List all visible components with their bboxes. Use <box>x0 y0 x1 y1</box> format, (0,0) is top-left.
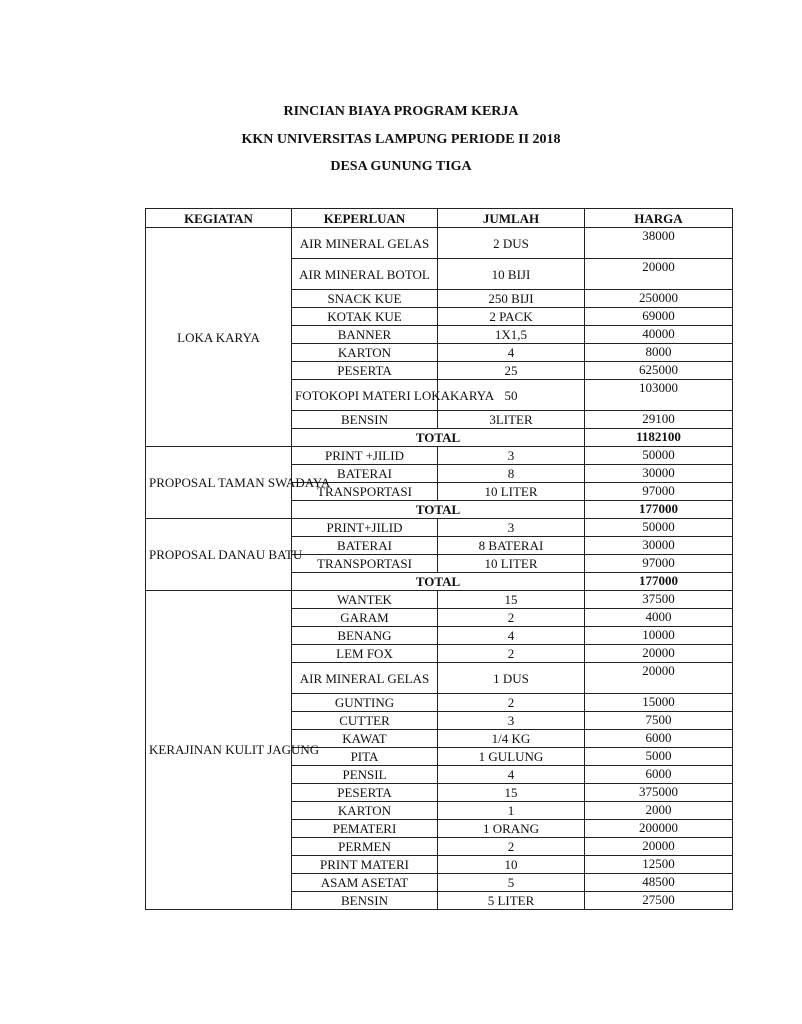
kegiatan-cell: KERAJINAN KULIT JAGUNG <box>146 591 292 910</box>
keperluan-cell: SNACK KUE <box>292 290 438 308</box>
jumlah-cell: 25 <box>438 362 585 380</box>
harga-cell: 200000 <box>585 820 733 838</box>
harga-cell: 375000 <box>585 784 733 802</box>
jumlah-cell: 2 DUS <box>438 228 585 259</box>
keperluan-cell: BANNER <box>292 326 438 344</box>
harga-cell: 625000 <box>585 362 733 380</box>
jumlah-cell: 3 <box>438 712 585 730</box>
keperluan-cell: PERMEN <box>292 838 438 856</box>
keperluan-cell: PRINT+JILID <box>292 519 438 537</box>
harga-cell: 250000 <box>585 290 733 308</box>
table-row <box>146 228 733 259</box>
harga-cell: 50000 <box>585 447 733 465</box>
keperluan-cell: GUNTING <box>292 694 438 712</box>
harga-cell: 37500 <box>585 591 733 609</box>
harga-cell: 8000 <box>585 344 733 362</box>
title-line-3: DESA GUNUNG TIGA <box>330 159 472 174</box>
harga-cell: 27500 <box>585 892 733 910</box>
jumlah-cell: 1 DUS <box>438 663 585 694</box>
jumlah-cell: 1 GULUNG <box>438 748 585 766</box>
keperluan-cell: KAWAT <box>292 730 438 748</box>
keperluan-cell: BATERAI <box>292 465 438 483</box>
keperluan-cell: AIR MINERAL GELAS <box>292 228 438 259</box>
jumlah-cell: 50 <box>438 380 585 411</box>
total-value: 177000 <box>585 501 733 519</box>
keperluan-cell: BATERAI <box>292 537 438 555</box>
header-harga: HARGA <box>585 209 733 228</box>
budget-table <box>145 208 733 910</box>
keperluan-cell: WANTEK <box>292 591 438 609</box>
table-header-row <box>146 209 733 228</box>
keperluan-cell: CUTTER <box>292 712 438 730</box>
jumlah-cell: 2 <box>438 609 585 627</box>
jumlah-cell: 8 BATERAI <box>438 537 585 555</box>
harga-cell: 6000 <box>585 730 733 748</box>
jumlah-cell: 2 <box>438 838 585 856</box>
title-line-2: KKN UNIVERSITAS LAMPUNG PERIODE II 2018 <box>241 131 561 147</box>
jumlah-cell: 1X1,5 <box>438 326 585 344</box>
header-jumlah: JUMLAH <box>438 209 585 228</box>
harga-cell: 97000 <box>585 483 733 501</box>
total-label: TOTAL <box>292 429 585 447</box>
document-title-block <box>0 98 802 181</box>
keperluan-cell: FOTOKOPI MATERI LOKAKARYA <box>292 380 438 411</box>
keperluan-cell: PESERTA <box>292 362 438 380</box>
jumlah-cell: 1 ORANG <box>438 820 585 838</box>
jumlah-cell: 2 PACK <box>438 308 585 326</box>
harga-cell: 103000 <box>585 380 733 411</box>
keperluan-cell: PRINT MATERI <box>292 856 438 874</box>
keperluan-cell: AIR MINERAL GELAS <box>292 663 438 694</box>
jumlah-cell: 2 <box>438 694 585 712</box>
harga-cell: 97000 <box>585 555 733 573</box>
keperluan-cell: AIR MINERAL BOTOL <box>292 259 438 290</box>
keperluan-cell: LEM FOX <box>292 645 438 663</box>
keperluan-cell: PEMATERI <box>292 820 438 838</box>
jumlah-cell: 1 <box>438 802 585 820</box>
keperluan-cell: PRINT +JILID <box>292 447 438 465</box>
header-kegiatan: KEGIATAN <box>146 209 292 228</box>
harga-cell: 50000 <box>585 519 733 537</box>
harga-cell: 38000 <box>585 228 733 259</box>
total-value: 1182100 <box>585 429 733 447</box>
kegiatan-cell: PROPOSAL DANAU BATU <box>146 519 292 591</box>
harga-cell: 12500 <box>585 856 733 874</box>
jumlah-cell: 250 BIJI <box>438 290 585 308</box>
jumlah-cell: 3 <box>438 519 585 537</box>
jumlah-cell: 3LITER <box>438 411 585 429</box>
harga-cell: 20000 <box>585 645 733 663</box>
total-label: TOTAL <box>292 573 585 591</box>
jumlah-cell: 4 <box>438 627 585 645</box>
keperluan-cell: BENANG <box>292 627 438 645</box>
title-line-1: RINCIAN BIAYA PROGRAM KERJA <box>283 104 519 119</box>
harga-cell: 30000 <box>585 537 733 555</box>
harga-cell: 6000 <box>585 766 733 784</box>
total-value: 177000 <box>585 573 733 591</box>
jumlah-cell: 8 <box>438 465 585 483</box>
table-row <box>146 447 733 465</box>
harga-cell: 69000 <box>585 308 733 326</box>
keperluan-cell: PITA <box>292 748 438 766</box>
harga-cell: 29100 <box>585 411 733 429</box>
keperluan-cell: KARTON <box>292 344 438 362</box>
keperluan-cell: KARTON <box>292 802 438 820</box>
keperluan-cell: KOTAK KUE <box>292 308 438 326</box>
header-keperluan: KEPERLUAN <box>292 209 438 228</box>
keperluan-cell: ASAM ASETAT <box>292 874 438 892</box>
kegiatan-cell: LOKA KARYA <box>146 228 292 447</box>
harga-cell: 20000 <box>585 259 733 290</box>
harga-cell: 40000 <box>585 326 733 344</box>
table-body <box>146 228 733 910</box>
jumlah-cell: 15 <box>438 591 585 609</box>
jumlah-cell: 10 BIJI <box>438 259 585 290</box>
harga-cell: 7500 <box>585 712 733 730</box>
keperluan-cell: TRANSPORTASI <box>292 555 438 573</box>
harga-cell: 4000 <box>585 609 733 627</box>
jumlah-cell: 10 <box>438 856 585 874</box>
harga-cell: 2000 <box>585 802 733 820</box>
keperluan-cell: BENSIN <box>292 892 438 910</box>
table-row <box>146 519 733 537</box>
jumlah-cell: 4 <box>438 766 585 784</box>
keperluan-cell: GARAM <box>292 609 438 627</box>
harga-cell: 20000 <box>585 838 733 856</box>
jumlah-cell: 2 <box>438 645 585 663</box>
jumlah-cell: 5 <box>438 874 585 892</box>
harga-cell: 10000 <box>585 627 733 645</box>
keperluan-cell: BENSIN <box>292 411 438 429</box>
kegiatan-cell: PROPOSAL TAMAN SWADAYA <box>146 447 292 519</box>
harga-cell: 30000 <box>585 465 733 483</box>
keperluan-cell: PESERTA <box>292 784 438 802</box>
total-label: TOTAL <box>292 501 585 519</box>
jumlah-cell: 10 LITER <box>438 555 585 573</box>
jumlah-cell: 5 LITER <box>438 892 585 910</box>
jumlah-cell: 15 <box>438 784 585 802</box>
harga-cell: 5000 <box>585 748 733 766</box>
harga-cell: 48500 <box>585 874 733 892</box>
jumlah-cell: 10 LITER <box>438 483 585 501</box>
table-row <box>146 591 733 609</box>
jumlah-cell: 1/4 KG <box>438 730 585 748</box>
keperluan-cell: TRANSPORTASI <box>292 483 438 501</box>
jumlah-cell: 4 <box>438 344 585 362</box>
harga-cell: 20000 <box>585 663 733 694</box>
jumlah-cell: 3 <box>438 447 585 465</box>
keperluan-cell: PENSIL <box>292 766 438 784</box>
harga-cell: 15000 <box>585 694 733 712</box>
